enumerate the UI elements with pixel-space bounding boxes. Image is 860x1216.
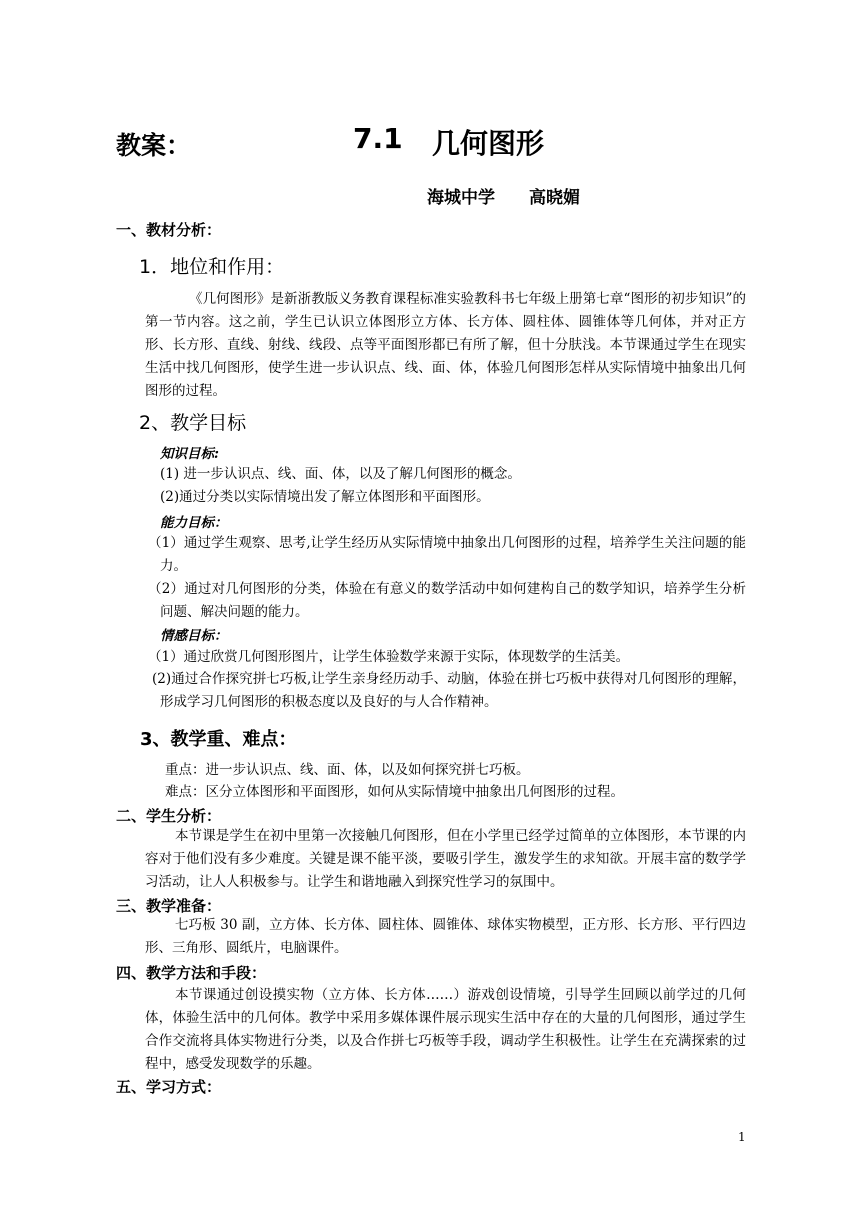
key-point: 重点：进一步认识点、线、面、体，以及如何探究拼七巧板。 bbox=[165, 762, 530, 778]
goal-item: （1）通过学生观察、思考,让学生经历从实际情境中抽象出几何图形的过程，培养学生关注问题的能力。 bbox=[148, 535, 746, 574]
goal-item: (2)通过分类以实际情境出发了解立体图形和平面图形。 bbox=[160, 489, 490, 505]
goal-label-knowledge: 知识目标: bbox=[160, 446, 219, 462]
goal-label-ability: 能力目标： bbox=[160, 515, 228, 531]
subsection-heading: 1．地位和作用： bbox=[139, 256, 285, 278]
goal-item: (2)通过合作探究拼七巧板,让学生亲身经历动手、动脑，体验在拼七巧板中获得对几何图形的理解，形成学习几何图形的积极态度以及良好的与人合作精神。 bbox=[152, 671, 746, 710]
section-number: 7.1 bbox=[353, 122, 403, 155]
section-heading: 一、教材分析： bbox=[116, 221, 222, 239]
page-title: 几何图形 bbox=[432, 127, 545, 160]
section-heading: 五、学习方式： bbox=[116, 1078, 222, 1096]
paragraph: 本节课是学生在初中里第一次接触几何图形，但在小学里已经学过简单的立体图形，本节课的内容对于他们没有多少难度。关键是课不能平淡，要吸引学生，激发学生的求知欲。开展丰富的数学学习活动，让人人积极参与。让学生和谐地融入到探究性学习的氛围中。 bbox=[145, 828, 746, 890]
goal-label-emotion: 情感目标： bbox=[160, 628, 228, 644]
goal-item: （2）通过对几何图形的分类，体验在有意义的数学活动中如何建构自己的数学知识，培养学生分析问题、解决问题的能力。 bbox=[148, 581, 746, 620]
section-heading: 三、教学准备： bbox=[116, 897, 222, 915]
section-heading: 二、学生分析： bbox=[116, 807, 222, 825]
subsection-heading: 2、教学目标 bbox=[139, 412, 247, 434]
paragraph: 本节课通过创设摸实物（立方体、长方体……）游戏创设情境，引导学生回顾以前学过的几何体，体验生活中的几何体。教学中采用多媒体课件展示现实生活中存在的大量的几何图形，通过学生合作交流将具体实物进行分类，以及合作拼七巧板等手段，调动学生积极性。让学生在充满探索的过程中，感受发现数学的乐趣。 bbox=[145, 987, 746, 1072]
paragraph: 《几何图形》是新浙教版义务教育课程标准实验教科书七年级上册第七章“图形的初步知识”的第一节内容。这之前，学生已认识立体图形立方体、长方体、圆柱体、圆锥体等几何体，并对正方形、长方形、直线、射线、线段、点等平面图形都已有所了解，但十分肤浅。本节课通过学生在现实生活中找几何图形，使学生进一步认识点、线、面、体，体验几何图形怎样从实际情境中抽象出几何图形的过程。 bbox=[145, 291, 746, 399]
goal-item: (1) 进一步认识点、线、面、体，以及了解几何图形的概念。 bbox=[160, 466, 521, 482]
goal-item: （1）通过欣赏几何图形图片，让学生体验数学来源于实际，体现数学的生活美。 bbox=[148, 649, 630, 665]
paragraph: 七巧板 30 副，立方体、长方体、圆柱体、圆锥体、球体实物模型，正方形、长方形、平行四边形、三角形、圆纸片，电脑课件。 bbox=[145, 917, 746, 956]
author-line: 海城中学 高晓媚 bbox=[427, 188, 580, 208]
doc-label: 教案： bbox=[116, 131, 192, 160]
page-number: 1 bbox=[738, 1130, 746, 1144]
difficult-point: 难点：区分立体图形和平面图形，如何从实际情境中抽象出几何图形的过程。 bbox=[165, 784, 624, 800]
subsection-heading: 3、教学重、难点： bbox=[140, 729, 297, 750]
section-heading: 四、教学方法和手段： bbox=[116, 964, 267, 982]
